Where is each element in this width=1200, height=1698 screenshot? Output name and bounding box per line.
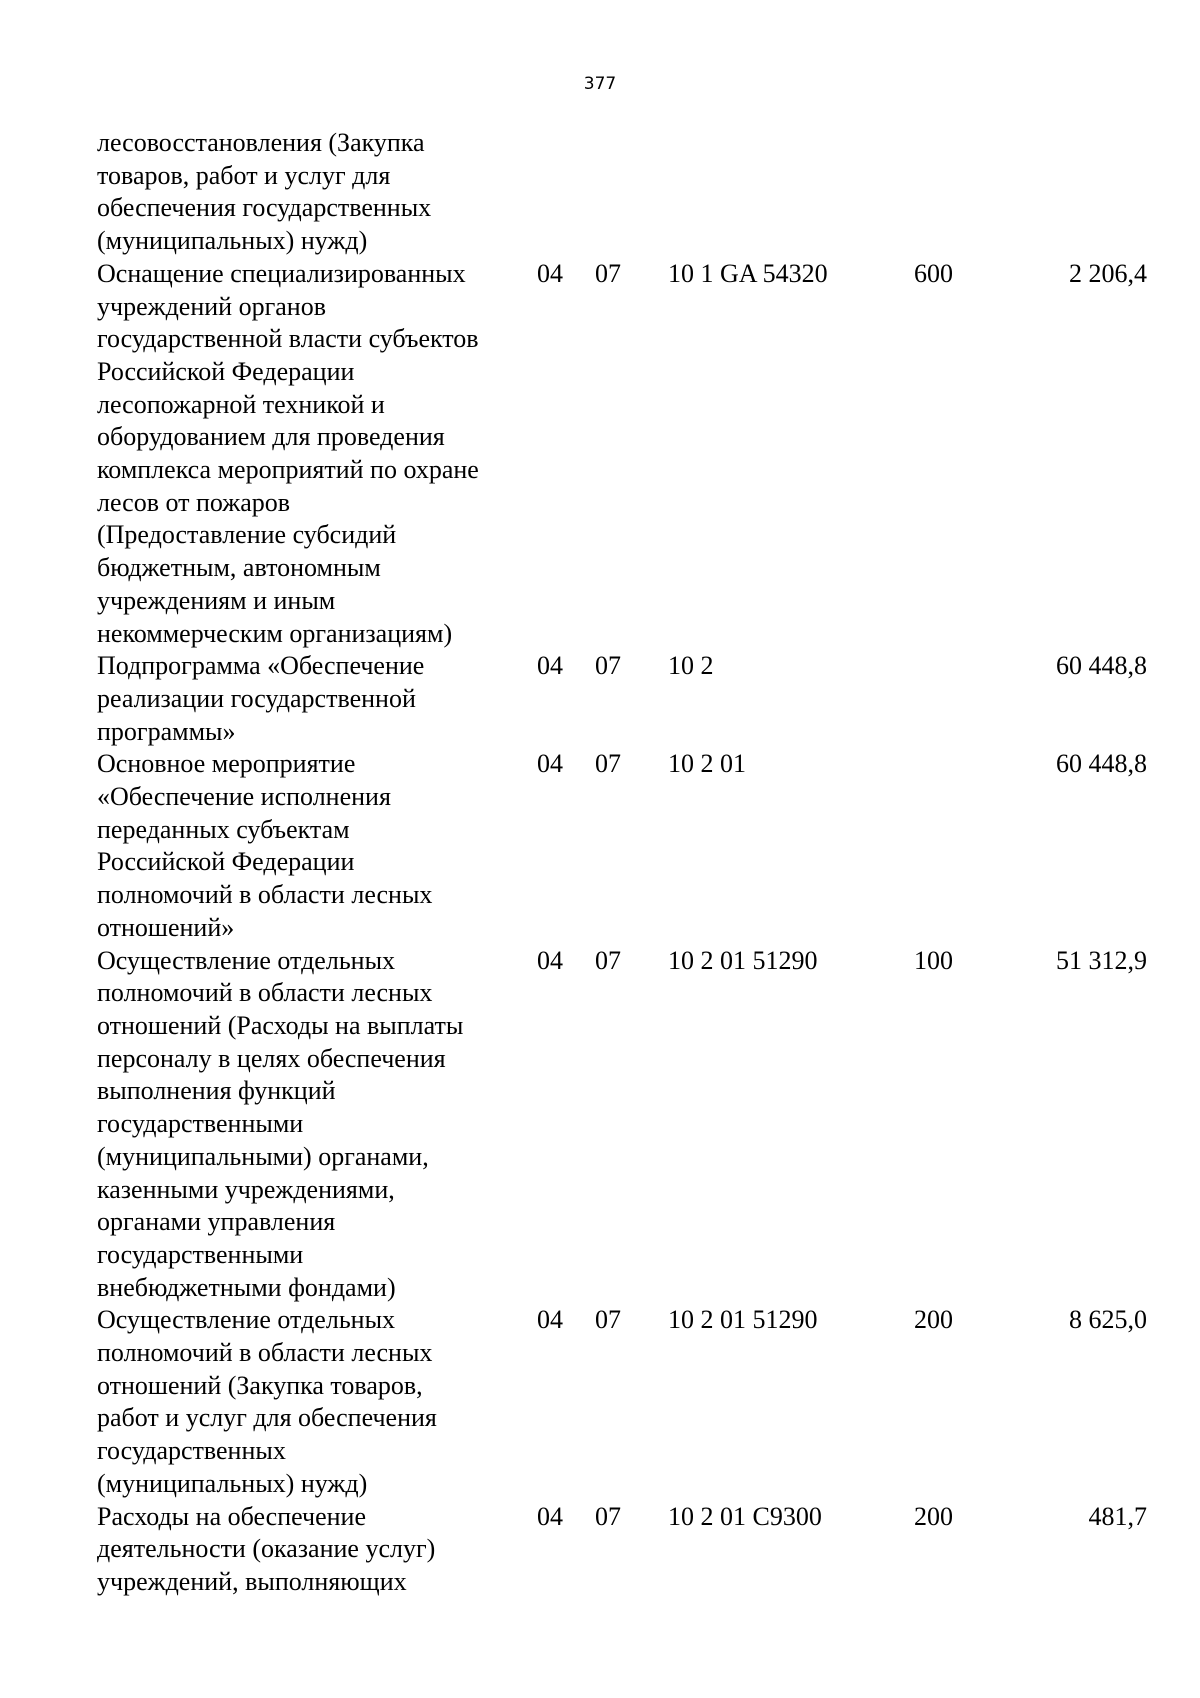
target-article-cell: 10 2 01 [668, 749, 746, 779]
row-name-line: государственной власти субъектов [97, 324, 479, 354]
row-name-line: (муниципальных) нужд) [97, 226, 368, 256]
row-name-line: органами управления [97, 1207, 336, 1237]
row-name-line: реализации государственной [97, 683, 416, 713]
target-article-cell: 10 2 01 51290 [668, 945, 818, 975]
row-name-line: Подпрограмма «Обеспечение [97, 651, 425, 681]
table-row [97, 1304, 1147, 1500]
row-name-line: государственными [97, 1109, 304, 1139]
row-name-line: учреждений, выполняющих [97, 1566, 407, 1596]
row-name-line: государственных [97, 1436, 286, 1466]
row-name-cell [97, 1501, 537, 1599]
row-name-line: отношений (Закупка товаров, [97, 1370, 423, 1400]
row-name-line: государственными [97, 1239, 304, 1269]
section-cell: 04 [537, 258, 563, 288]
budget-table [97, 127, 1147, 1599]
expense-type-cell: 200 [914, 1501, 953, 1531]
row-name-line: персоналу в целях обеспечения [97, 1043, 446, 1073]
row-name-line: оборудованием для проведения [97, 422, 445, 452]
page-number: 377 [583, 74, 617, 94]
row-name-line: (Предоставление субсидий [97, 520, 397, 550]
row-name-line: деятельности (оказание услуг) [97, 1534, 436, 1564]
row-name-line: «Обеспечение исполнения [97, 782, 391, 812]
subsection-cell: 07 [595, 1501, 621, 1531]
section-cell: 04 [537, 945, 563, 975]
subsection-cell: 07 [595, 1305, 621, 1335]
row-name-line: товаров, работ и услуг для [97, 160, 391, 190]
row-name-line: лесопожарной техникой и [97, 389, 385, 419]
row-name-line: учреждений органов [97, 291, 326, 321]
table-row [97, 650, 1147, 748]
expense-type-cell: 200 [914, 1305, 953, 1335]
section-cell: 04 [537, 1305, 563, 1335]
row-name-line: переданных субъектам [97, 814, 350, 844]
row-name-line: программы» [97, 716, 236, 746]
row-name-line: лесов от пожаров [97, 487, 291, 517]
row-name-cell [97, 945, 537, 1305]
row-name-line: лесовосстановления (Закупка [97, 128, 425, 157]
row-name-line: казенными учреждениями, [97, 1174, 395, 1204]
amount-cell: 60 448,8 [1056, 749, 1147, 779]
row-name-line: бюджетным, автономным [97, 553, 381, 583]
subsection-cell: 07 [595, 749, 621, 779]
row-name-line: некоммерческим организациям) [97, 618, 453, 648]
section-cell: 04 [537, 651, 563, 681]
section-cell: 04 [537, 1501, 563, 1531]
expense-type-cell: 100 [914, 945, 953, 975]
row-name-line: Осуществление отдельных [97, 1305, 396, 1335]
subsection-cell: 07 [595, 258, 621, 288]
row-name-line: Оснащение специализированных [97, 258, 466, 288]
target-article-cell: 10 2 01 С9300 [668, 1501, 822, 1531]
table-row [97, 1501, 1147, 1599]
target-article-cell: 10 1 GA 54320 [668, 258, 828, 288]
amount-cell: 2 206,4 [1069, 258, 1147, 288]
row-name-cell [97, 127, 537, 258]
subsection-cell: 07 [595, 651, 621, 681]
row-name-line: полномочий в области лесных [97, 880, 433, 910]
row-name-line: работ и услуг для обеспечения [97, 1403, 437, 1433]
row-name-line: внебюджетными фондами) [97, 1272, 396, 1302]
row-name-line: (муниципальных) нужд) [97, 1468, 368, 1498]
target-article-cell: 10 2 [668, 651, 714, 681]
row-name-line: Расходы на обеспечение [97, 1501, 367, 1531]
amount-cell: 51 312,9 [1056, 945, 1147, 975]
table-row [97, 748, 1147, 944]
amount-cell: 481,7 [1088, 1501, 1147, 1531]
row-name-line: выполнения функций [97, 1076, 336, 1106]
row-name-line: Российской Федерации [97, 847, 355, 877]
row-name-cell [97, 258, 537, 650]
row-name-line: Осуществление отдельных [97, 945, 396, 975]
row-name-line: Основное мероприятие [97, 749, 356, 779]
row-name-line: полномочий в области лесных [97, 1338, 433, 1368]
row-name-cell [97, 748, 537, 944]
row-name-line: (муниципальными) органами, [97, 1141, 429, 1171]
expense-type-cell: 600 [914, 258, 953, 288]
row-name-cell [97, 1304, 537, 1500]
subsection-cell: 07 [595, 945, 621, 975]
amount-cell: 60 448,8 [1056, 651, 1147, 681]
row-name-line: отношений (Расходы на выплаты [97, 1010, 464, 1040]
section-cell: 04 [537, 749, 563, 779]
row-name-line: обеспечения государственных [97, 193, 432, 223]
table-row [97, 127, 1147, 258]
target-article-cell: 10 2 01 51290 [668, 1305, 818, 1335]
row-name-line: полномочий в области лесных [97, 978, 433, 1008]
amount-cell: 8 625,0 [1069, 1305, 1147, 1335]
row-name-line: учреждениям и иным [97, 585, 336, 615]
row-name-line: Российской Федерации [97, 356, 355, 386]
row-name-line: комплекса мероприятий по охране [97, 455, 479, 485]
row-name-line: отношений» [97, 912, 235, 942]
row-name-cell [97, 650, 537, 748]
table-row [97, 945, 1147, 1305]
table-row [97, 258, 1147, 650]
